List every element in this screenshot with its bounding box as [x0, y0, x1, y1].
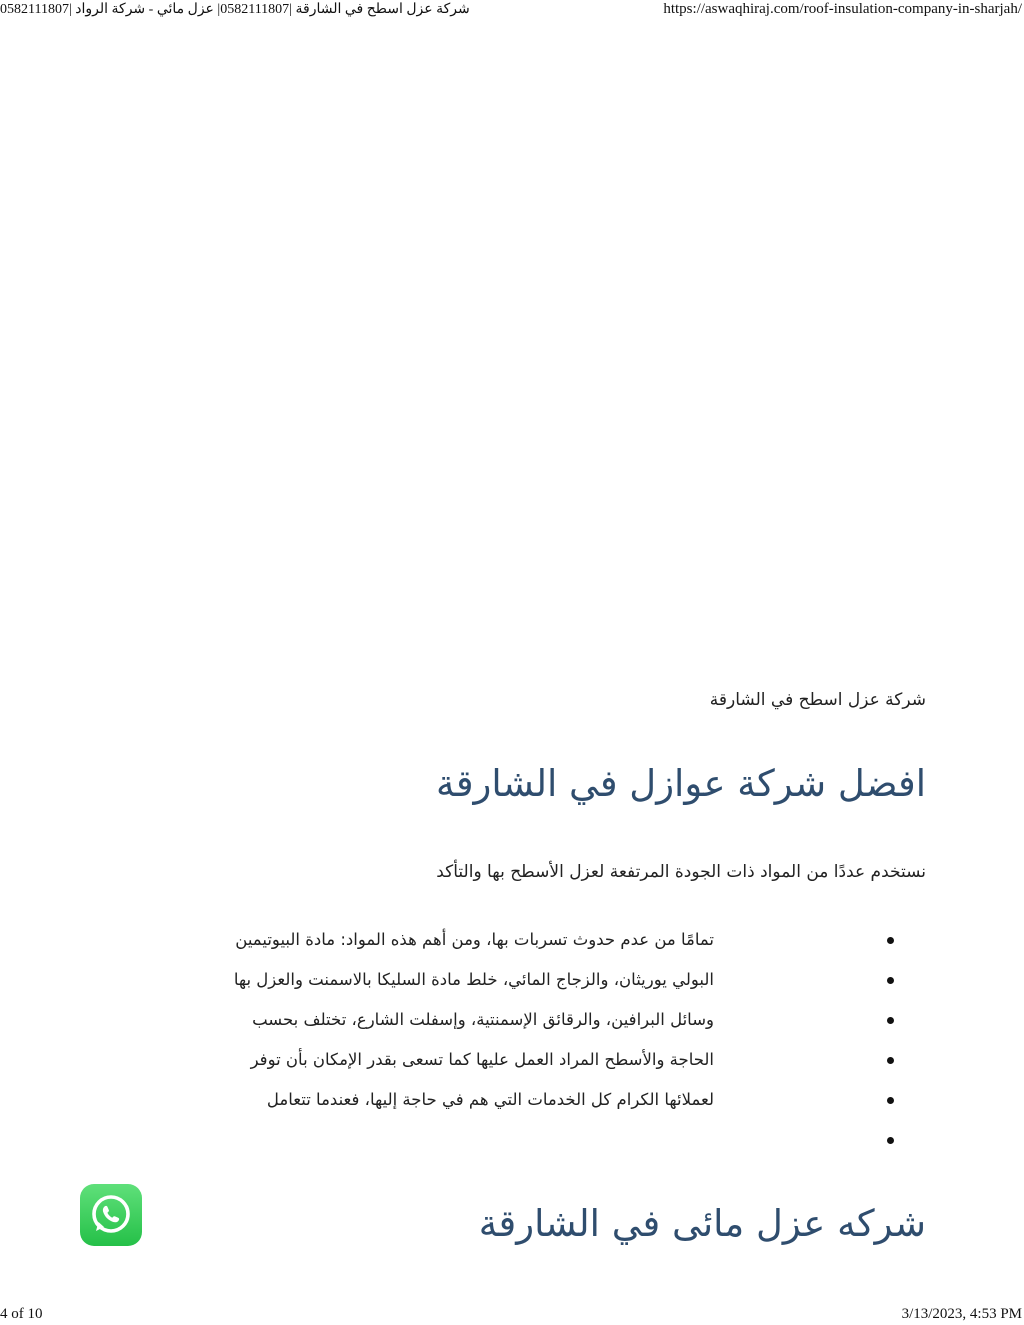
print-footer-page: 4 of 10: [0, 1306, 43, 1322]
list-item: [233, 965, 894, 1005]
list-item: [254, 1005, 894, 1045]
list-item: [254, 1125, 894, 1165]
bullet-dot: [887, 1017, 894, 1024]
section-heading-waterproofing: شركه عزل مائى في الشارقة: [478, 1202, 926, 1245]
bullet-dot: [887, 1057, 894, 1064]
bullet-dot: [887, 1097, 894, 1104]
print-header-url: https://aswaqhiraj.com/roof-insulation-company-in-sharjah/: [663, 1, 1022, 17]
bullet-dot: [887, 977, 894, 984]
list-item-text: لعملائها الكرام كل الخدمات التي هم في حاجة إليها، فعندما تتعامل: [266, 1090, 714, 1109]
list-item: [254, 1085, 894, 1125]
list-item-text: البولي يوريثان، والزجاج المائي، خلط مادة السليكا بالاسمنت والعزل بها: [233, 970, 714, 989]
print-footer-datetime: 3/13/2023, 4:53 PM: [901, 1306, 1022, 1322]
whatsapp-icon: [87, 1191, 135, 1239]
list-item: [235, 925, 894, 965]
bullet-dot: [887, 1137, 894, 1144]
list-item: [250, 1045, 894, 1085]
intro-paragraph: نستخدم عددًا من المواد ذات الجودة المرتفعة لعزل الأسطح بها والتأكد: [436, 862, 926, 882]
bullet-dot: [887, 937, 894, 944]
list-item-text: تمامًا من عدم حدوث تسربات بها، ومن أهم هذه المواد: مادة البيوتيمين: [235, 930, 714, 949]
list-item-text: وسائل البرافين، والرقائق الإسمنتية، وإسفلت الشارع، تختلف بحسب: [252, 1010, 714, 1029]
materials-list: [233, 925, 894, 1165]
list-item-text: الحاجة والأسطح المراد العمل عليها كما تسعى بقدر الإمكان بأن توفر: [250, 1050, 714, 1069]
print-header-title: شركة عزل اسطح في الشارقة |0582111807| عزل مائي - شركة الرواد |0582111807: [0, 2, 470, 17]
section-heading-best-company: افضل شركة عوازل في الشارقة: [436, 762, 926, 805]
breadcrumb: شركة عزل اسطح في الشارقة: [709, 690, 926, 710]
whatsapp-button[interactable]: [80, 1184, 142, 1246]
